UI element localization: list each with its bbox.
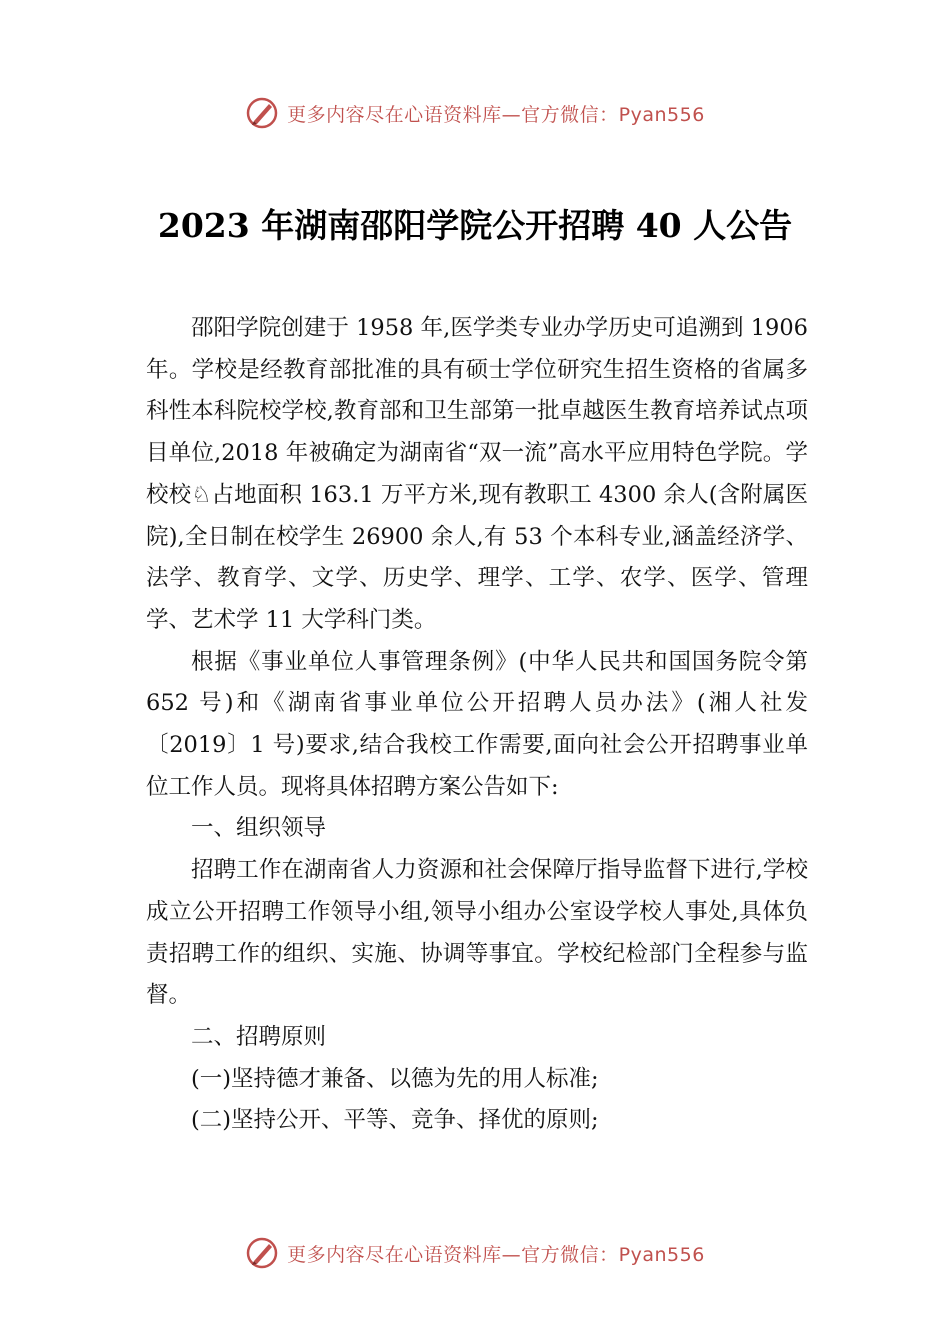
principle-item-2: (二)坚持公开、平等、竞争、择优的原则; [191,1107,599,1134]
paragraph-organization: 招聘工作在湖南省人力资源和社会保障厅指导监督下进行,学校成立公开招聘工作领导小组,领导小组办公室设学校人事处,具体负责招聘工作的组织、实施、协调等事宜。学校纪检部门全程参与监督。 [146,857,808,1009]
header-banner-text: 更多内容尽在心语资料库—官方微信：Pyan556 [287,103,705,126]
section-heading-1: 一、组织领导 [191,815,327,842]
section-heading-2: 二、招聘原则 [191,1023,327,1050]
paragraph-intro: 邵阳学院创建于 1958 年,医学类专业办学历史可追溯到 1906 年。学校是经教育部批准的具有硕士学位研究生招生资格的省属多科性本科院校学校,教育部和卫生部第一批卓越医生教育培养试点项目单位,2018 年被确定为湖南省“双一流”高水平应用特色学院。学校校♘占地面积 163.1 万平方米,现有教职工 4300 余人(含附属医院),全日制在校学生 26900 余人,有 53 个本科专业,涵盖经济学、法学、教育学、文学、历史学、理学、工学、农学、医学、管理学、艺术学 11 大学科门类。 [146,315,808,633]
pen-logo-icon [245,96,279,130]
footer-banner-text: 更多内容尽在心语资料库—官方微信：Pyan556 [287,1243,705,1266]
page-title: 2023 年湖南邵阳学院公开招聘 40 人公告 [157,206,793,245]
pen-logo-icon [245,1236,279,1270]
document-body [146,308,808,1142]
principle-item-1: (一)坚持德才兼备、以德为先的用人标准; [191,1065,599,1092]
paragraph-basis: 根据《事业单位人事管理条例》(中华人民共和国国务院令第 652 号)和《湖南省事业单位公开招聘人员办法》(湘人社发〔2019〕1 号)要求,结合我校工作需要,面向社会公开招聘事业单位工作人员。现将具体招聘方案公告如下: [146,648,808,800]
footer-banner [0,1236,950,1270]
header-banner [0,96,950,130]
